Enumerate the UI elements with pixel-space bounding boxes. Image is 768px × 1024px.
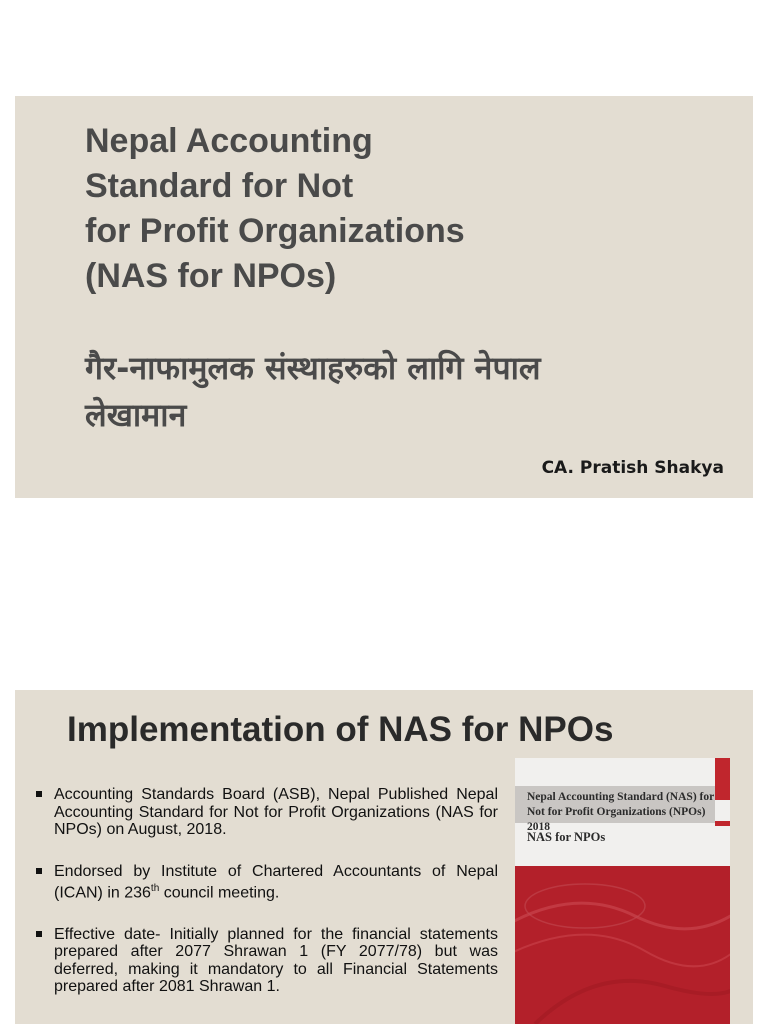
book-cover-image	[515, 758, 730, 1024]
bullet-text: Effective date- Initially planned for the financial statements prepared after 2077 Shrawan 1 (FY 2077/78) but was deferred, making it mandatory to all Financial Statements prepared after 2081 Shrawan 1.	[54, 925, 498, 996]
book-cover-accent	[715, 821, 730, 826]
title-line-4: (NAS for NPOs)	[85, 257, 337, 295]
bullet-text-end: council meeting.	[159, 884, 280, 902]
bullet-text: Accounting Standards Board (ASB), Nepal Published Nepal Accounting Standard for Not for Profit Organizations (NAS for NPOs) on August, 2018.	[54, 786, 498, 838]
slide-title: Implementation of NAS for NPOs	[67, 710, 614, 749]
book-cover-accent	[715, 758, 730, 800]
book-cover-subtitle: NAS for NPOs	[527, 830, 606, 844]
bullet-item-1	[33, 786, 498, 839]
title-line-3: for Profit Organizations	[85, 212, 465, 250]
title-slide	[15, 96, 753, 498]
book-cover-swirl-graphic	[515, 866, 730, 1024]
book-cover-heading	[527, 790, 717, 835]
bullet-list	[33, 786, 498, 1020]
author-name: CA. Pratish Shakya	[541, 458, 724, 478]
book-heading-line-2: Not for Profit Organizations (NPOs) 2018	[527, 806, 706, 833]
implementation-slide	[15, 690, 753, 1024]
title-line-1: Nepal Accounting	[85, 122, 373, 160]
nepali-title-line-2: लेखामान	[85, 396, 187, 434]
nepali-title-line-1: गैर-नाफामुलक संस्थाहरुको लागि नेपाल	[85, 349, 541, 387]
bullet-item-2	[33, 863, 498, 902]
ordinal-suffix: th	[150, 883, 160, 894]
bullet-text: Endorsed by Institute of Chartered Accountants of Nepal (ICAN) in 236	[54, 862, 498, 902]
title-line-2: Standard for Not	[85, 167, 354, 205]
book-heading-line-1: Nepal Accounting Standard (NAS) for	[527, 791, 715, 803]
bullet-item-3	[33, 926, 498, 996]
